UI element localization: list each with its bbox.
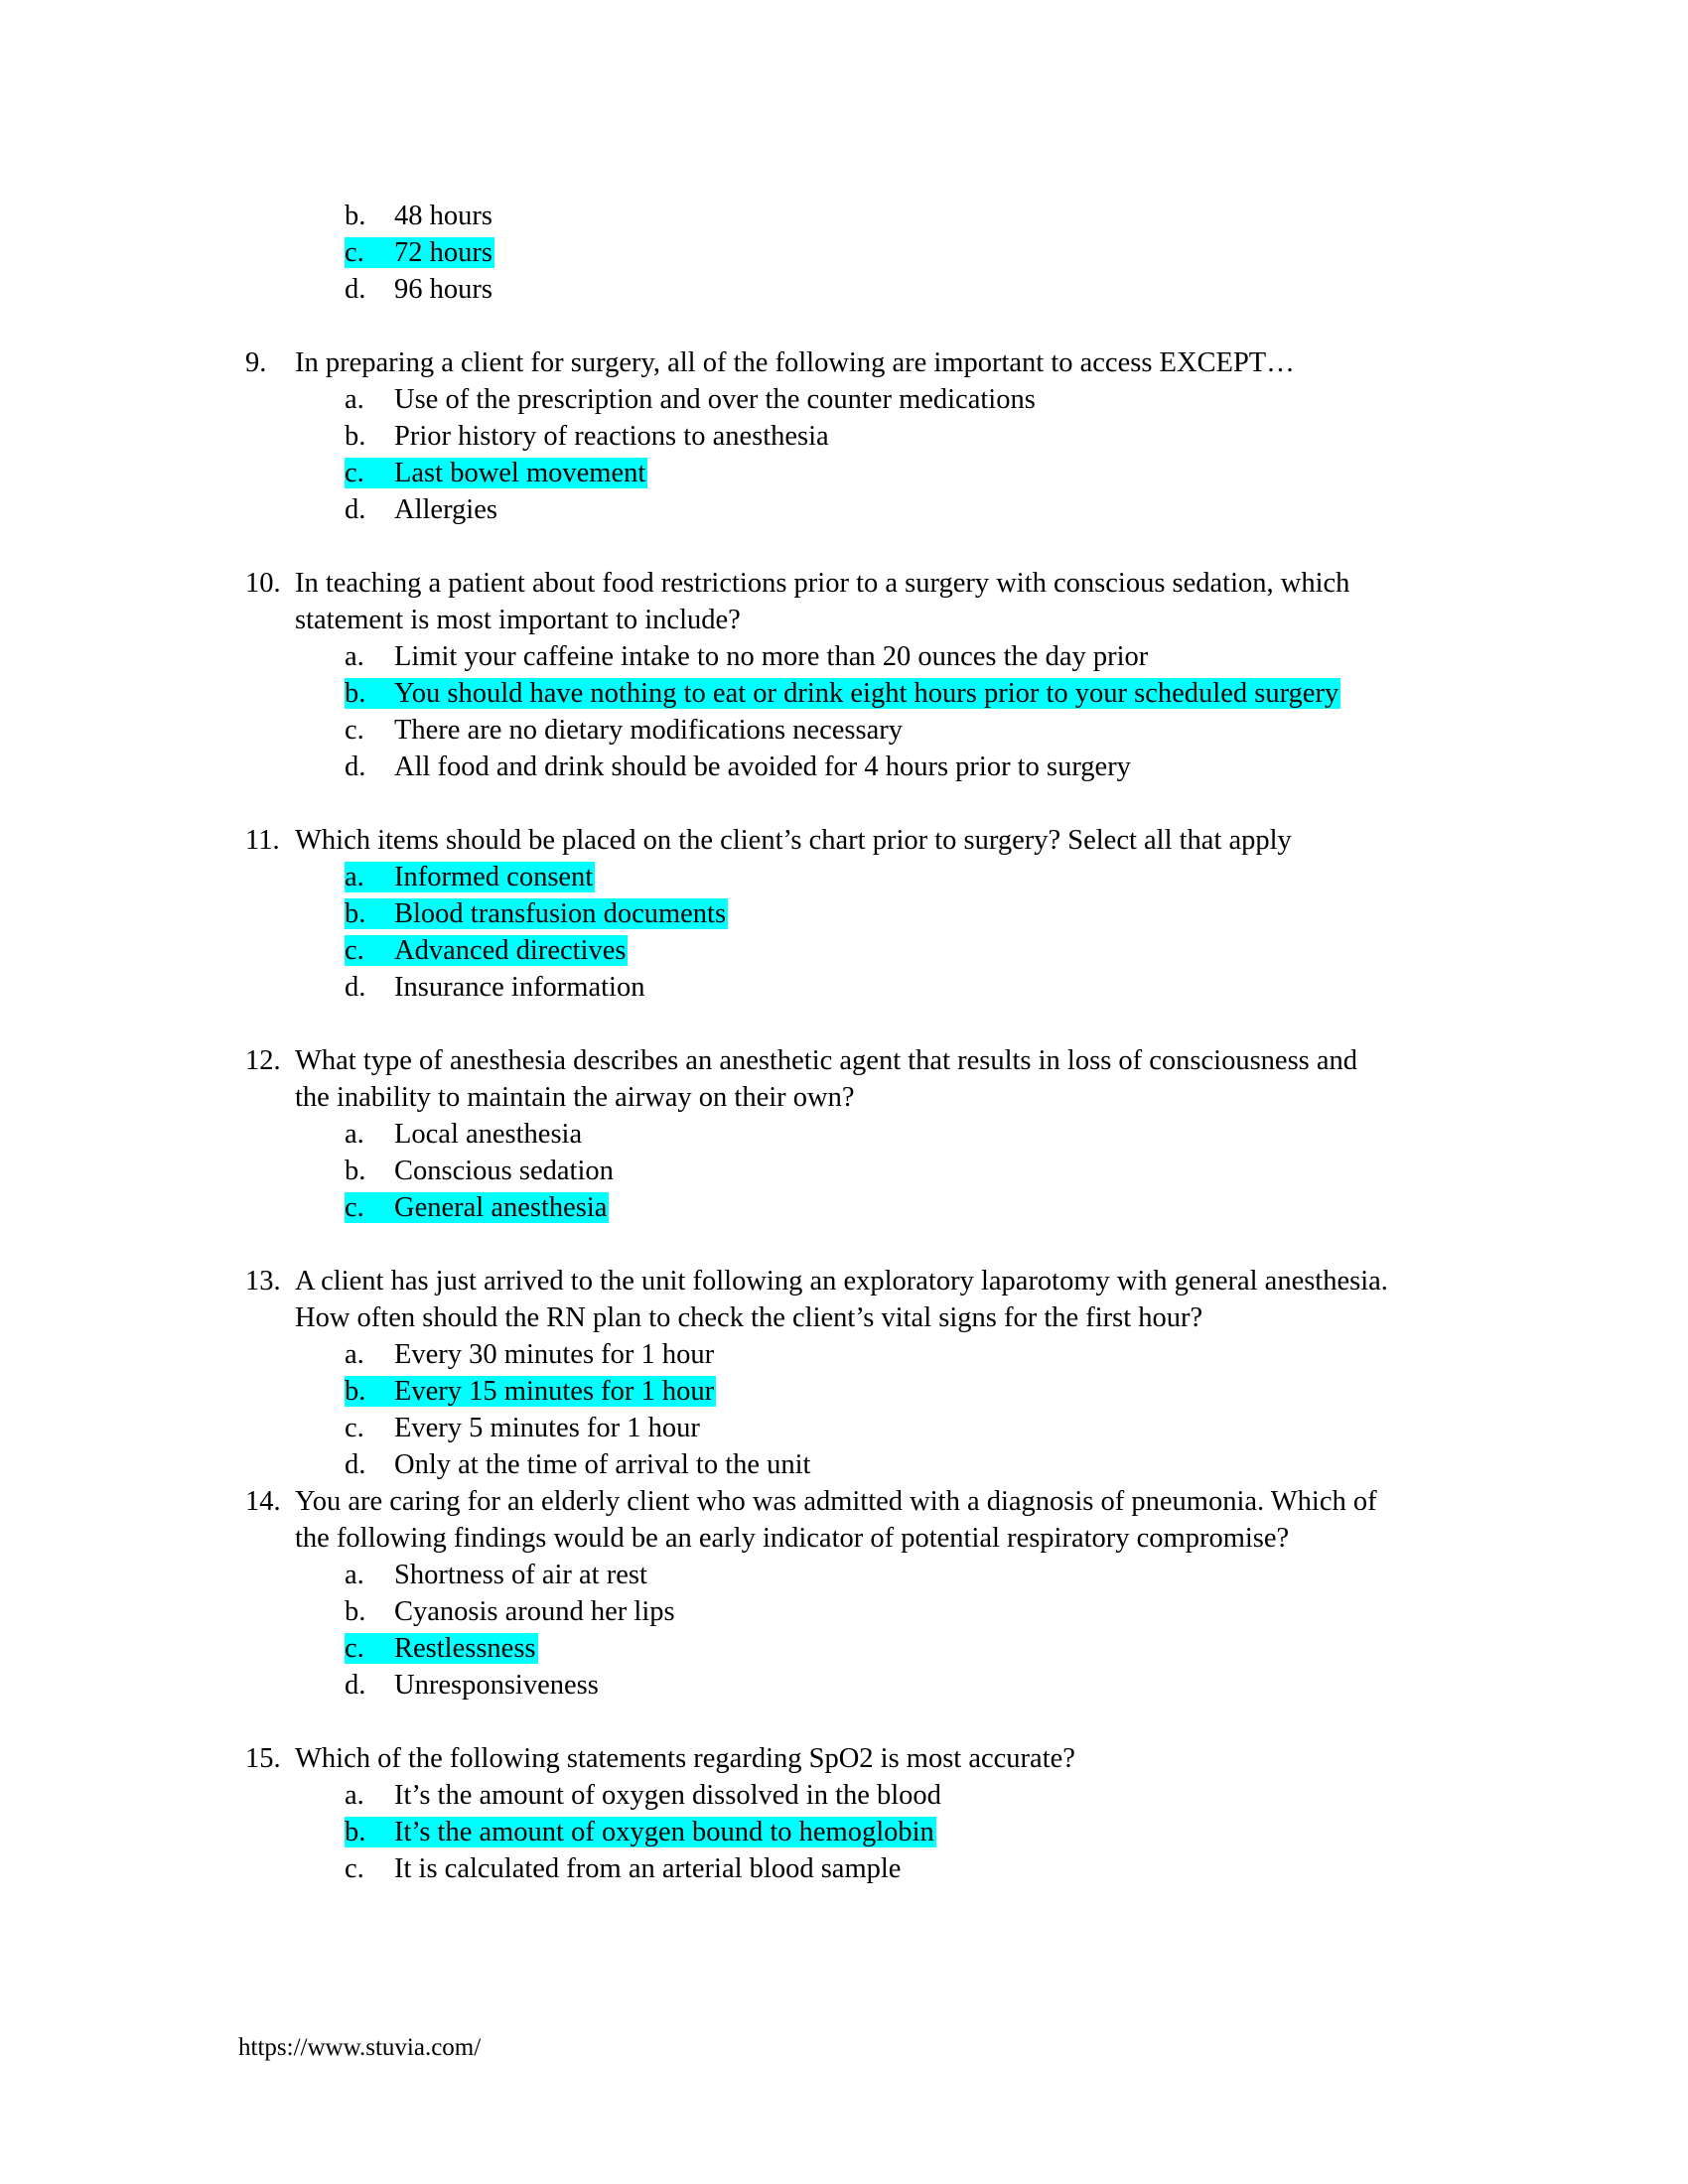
option-text: It’s the amount of oxygen bound to hemoglobin <box>394 1817 934 1847</box>
option-letter: d. <box>345 274 366 305</box>
option-letter: b. <box>345 201 366 231</box>
option-text: 96 hours <box>394 274 492 305</box>
option-text: Unresponsiveness <box>394 1670 599 1701</box>
option-15b <box>345 1814 936 1850</box>
option-letter: b. <box>345 421 366 452</box>
question-text: A client has just arrived to the unit following an exploratory laparotomy with general anesthesia. <box>295 1266 1388 1297</box>
answer-highlight <box>345 1376 716 1407</box>
option-text: Insurance information <box>394 972 645 1003</box>
option-letter: b. <box>345 678 366 709</box>
question-text: statement is most important to include? <box>295 605 741 635</box>
answer-highlight <box>345 237 494 268</box>
option-letter: b. <box>345 1376 366 1407</box>
question-9-stem <box>245 344 1295 381</box>
option-letter: c. <box>345 1192 364 1223</box>
option-14c <box>345 1630 538 1667</box>
option-letter: c. <box>345 935 364 966</box>
question-text: the inability to maintain the airway on their own? <box>295 1082 855 1113</box>
answer-highlight <box>345 1817 936 1847</box>
option-text: 72 hours <box>394 237 492 268</box>
question-14-stem <box>245 1483 1377 1520</box>
option-14b <box>345 1593 675 1630</box>
option-text: Only at the time of arrival to the unit <box>394 1449 811 1480</box>
answer-highlight <box>345 1192 609 1223</box>
option-letter: b. <box>345 898 366 929</box>
option-text: Restlessness <box>394 1633 536 1664</box>
option-8c <box>345 234 494 271</box>
option-text: Use of the prescription and over the counter medications <box>394 384 1036 415</box>
option-15c <box>345 1850 901 1887</box>
question-text: How often should the RN plan to check the client’s vital signs for the first hour? <box>295 1302 1203 1333</box>
option-text: Every 5 minutes for 1 hour <box>394 1413 700 1443</box>
option-text: Cyanosis around her lips <box>394 1596 675 1627</box>
question-15-stem <box>245 1740 1075 1777</box>
option-letter: a. <box>345 862 364 892</box>
option-text: 48 hours <box>394 201 492 231</box>
option-text: Every 30 minutes for 1 hour <box>394 1339 715 1370</box>
question-12-stem <box>245 1042 1357 1079</box>
question-10-stem-cont <box>295 602 741 638</box>
option-11c <box>345 932 628 969</box>
question-text: Which items should be placed on the client’s chart prior to surgery? Select all that apply <box>295 825 1292 856</box>
option-13b <box>345 1373 716 1410</box>
option-13c <box>345 1410 700 1446</box>
option-letter: b. <box>345 1596 366 1627</box>
option-letter: b. <box>345 1156 366 1186</box>
option-letter: c. <box>345 1853 364 1884</box>
question-number: 15. <box>245 1743 281 1774</box>
option-text: Allergies <box>394 494 497 525</box>
option-13a <box>345 1336 714 1373</box>
question-13-stem <box>245 1263 1388 1299</box>
option-11d <box>345 969 644 1006</box>
answer-highlight <box>345 1633 538 1664</box>
option-letter: c. <box>345 1413 364 1443</box>
option-text: Conscious sedation <box>394 1156 614 1186</box>
option-text: There are no dietary modifications necessary <box>394 715 903 746</box>
option-letter: d. <box>345 494 366 525</box>
footer-url[interactable]: https://www.stuvia.com/ <box>238 2034 482 2061</box>
option-14d <box>345 1667 599 1704</box>
option-letter: d. <box>345 1449 366 1480</box>
option-13d <box>345 1446 810 1483</box>
question-11-stem <box>245 822 1292 859</box>
option-letter: c. <box>345 458 364 488</box>
option-10d <box>345 749 1131 785</box>
option-10a <box>345 638 1148 675</box>
option-text: Last bowel movement <box>394 458 646 488</box>
option-letter: a. <box>345 1119 364 1150</box>
option-letter: c. <box>345 715 364 746</box>
answer-highlight <box>345 678 1340 709</box>
question-text: What type of anesthesia describes an anesthetic agent that results in loss of consciousness and <box>295 1045 1358 1076</box>
option-letter: b. <box>345 1817 366 1847</box>
question-10-stem <box>245 565 1349 602</box>
question-12-stem-cont <box>295 1079 855 1116</box>
option-text: All food and drink should be avoided for 4 hours prior to surgery <box>394 751 1131 782</box>
question-13-stem-cont <box>295 1299 1202 1336</box>
question-text: You are caring for an elderly client who was admitted with a diagnosis of pneumonia. Which of <box>295 1486 1377 1517</box>
option-9d <box>345 491 497 528</box>
option-text: Blood transfusion documents <box>394 898 727 929</box>
option-letter: a. <box>345 1339 364 1370</box>
option-9b <box>345 418 829 455</box>
option-8b <box>345 198 492 234</box>
option-9a <box>345 381 1036 418</box>
option-9c <box>345 455 647 491</box>
answer-highlight <box>345 898 728 929</box>
option-letter: c. <box>345 1633 364 1664</box>
option-letter: a. <box>345 384 364 415</box>
question-text: In teaching a patient about food restrictions prior to a surgery with conscious sedation, which <box>295 568 1350 599</box>
question-number: 9. <box>245 347 267 378</box>
question-number: 11. <box>245 825 280 856</box>
option-text: It’s the amount of oxygen dissolved in the blood <box>394 1780 941 1811</box>
option-letter: d. <box>345 1670 366 1701</box>
option-14a <box>345 1557 647 1593</box>
option-8d <box>345 271 492 308</box>
option-text: General anesthesia <box>394 1192 608 1223</box>
option-text: Local anesthesia <box>394 1119 583 1150</box>
option-10b <box>345 675 1340 712</box>
question-text: Which of the following statements regarding SpO2 is most accurate? <box>295 1743 1075 1774</box>
answer-highlight <box>345 935 628 966</box>
answer-highlight <box>345 862 595 892</box>
question-text: the following findings would be an early indicator of potential respiratory compromise? <box>295 1523 1290 1554</box>
option-letter: a. <box>345 1560 364 1590</box>
option-letter: d. <box>345 751 366 782</box>
question-number: 13. <box>245 1266 281 1297</box>
option-11b <box>345 895 728 932</box>
option-letter: a. <box>345 641 364 672</box>
option-letter: c. <box>345 237 364 268</box>
option-12b <box>345 1153 614 1189</box>
option-letter: d. <box>345 972 366 1003</box>
option-text: Advanced directives <box>394 935 627 966</box>
option-text: Every 15 minutes for 1 hour <box>394 1376 715 1407</box>
option-12a <box>345 1116 582 1153</box>
question-14-stem-cont <box>295 1520 1289 1557</box>
option-text: Shortness of air at rest <box>394 1560 647 1590</box>
question-number: 12. <box>245 1045 281 1076</box>
option-text: You should have nothing to eat or drink eight hours prior to your scheduled surgery <box>394 678 1339 709</box>
option-11a <box>345 859 595 895</box>
answer-highlight <box>345 458 647 488</box>
option-letter: a. <box>345 1780 364 1811</box>
question-number: 10. <box>245 568 281 599</box>
question-number: 14. <box>245 1486 281 1517</box>
option-text: Prior history of reactions to anesthesia <box>394 421 829 452</box>
option-10c <box>345 712 903 749</box>
option-text: It is calculated from an arterial blood sample <box>394 1853 902 1884</box>
option-text: Limit your caffeine intake to no more than 20 ounces the day prior <box>394 641 1149 672</box>
option-12c <box>345 1189 609 1226</box>
option-15a <box>345 1777 941 1814</box>
question-text: In preparing a client for surgery, all of the following are important to access EXCEPT… <box>295 347 1295 378</box>
option-text: Informed consent <box>394 862 594 892</box>
